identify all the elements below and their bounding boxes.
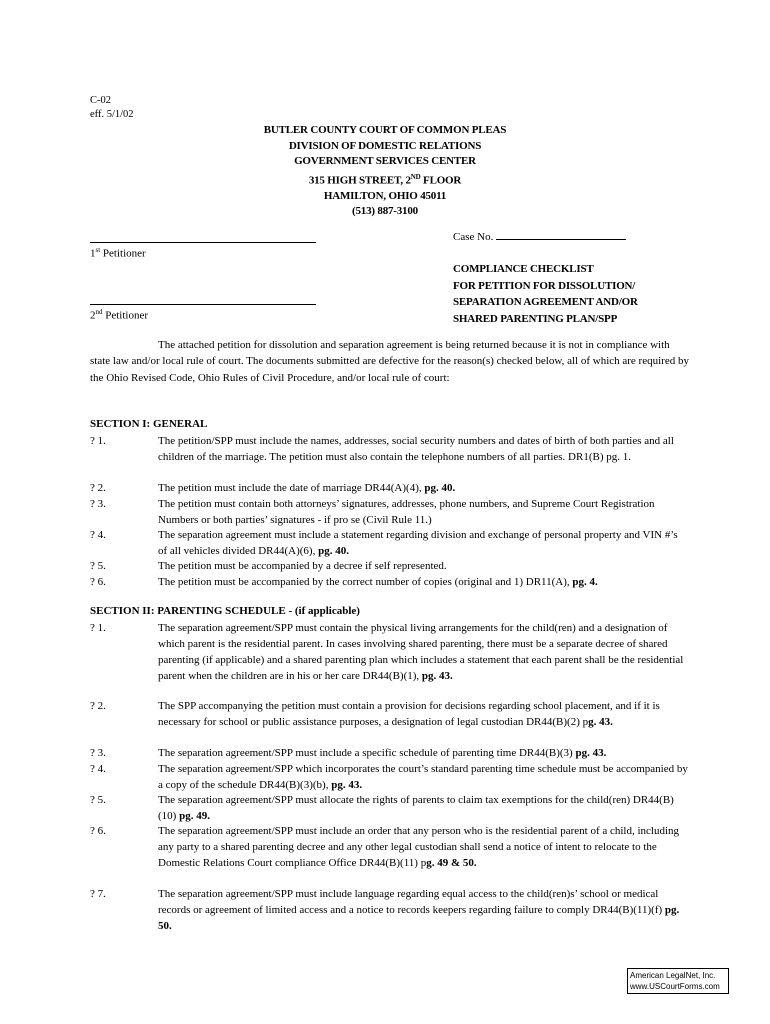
first-petitioner-line[interactable] bbox=[90, 242, 316, 243]
item-body: The SPP accompanying the petition must contain a provision for decisions regarding school placement, and if it is necessary for school or public assistance purposes, a designation of legal custodian DR44(B)(2) p bbox=[158, 700, 660, 728]
form-code: C-02 bbox=[90, 95, 111, 106]
street-prefix: 315 HIGH STREET, 2 bbox=[308, 174, 411, 187]
court-city: HAMILTON, OHIO 45011 bbox=[323, 189, 447, 202]
court-name: BUTLER COUNTY COURT OF COMMON PLEAS bbox=[263, 124, 507, 136]
section-1-item-4 bbox=[90, 527, 690, 559]
item-body: The petition must be accompanied by the correct number of copies (original and 1) DR11(A), bbox=[158, 576, 573, 588]
item-ref: pg. 43. bbox=[421, 670, 453, 682]
item-text bbox=[158, 823, 688, 871]
item-text bbox=[158, 761, 688, 793]
court-header bbox=[0, 123, 770, 220]
item-text bbox=[158, 574, 688, 590]
case-number-label: Case No. bbox=[453, 231, 497, 243]
section-1-item-6 bbox=[90, 574, 690, 590]
form-effective-date: eff. 5/1/02 bbox=[90, 109, 134, 120]
item-text bbox=[158, 480, 688, 496]
checkbox-number[interactable]: ? 3. bbox=[90, 498, 106, 510]
checkbox-number[interactable]: ? 2. bbox=[90, 700, 106, 712]
item-text bbox=[158, 886, 688, 934]
checkbox-number[interactable]: ? 5. bbox=[90, 560, 106, 572]
street-sup: ND bbox=[410, 172, 421, 181]
checkbox-number[interactable]: ? 4. bbox=[90, 763, 106, 775]
item-ref: pg. 43. bbox=[575, 747, 607, 759]
case-number-field[interactable] bbox=[496, 230, 626, 240]
item-body: The separation agreement/SPP which incorporates the court’s standard parenting time schedule must be accompanied by a copy of the schedule DR44(B)(3)(b), bbox=[158, 763, 688, 791]
checklist-title-line: COMPLIANCE CHECKLIST bbox=[453, 263, 594, 275]
item-body: The petition/SPP must include the names, addresses, social security numbers and dates of birth of both parties and all children of the marriage. The petition must also contain the telephone numbers of all parties. DR1(B) pg. 1. bbox=[158, 435, 674, 463]
section-1-item-5 bbox=[90, 558, 690, 574]
item-text bbox=[158, 527, 688, 559]
court-center: GOVERNMENT SERVICES CENTER bbox=[294, 155, 476, 167]
item-ref: g. 43. bbox=[588, 716, 613, 728]
checkbox-number[interactable]: ? 2. bbox=[90, 482, 106, 494]
item-body: The petition must include the date of marriage DR44(A)(4), bbox=[158, 482, 425, 494]
item-text bbox=[158, 558, 688, 574]
court-street bbox=[0, 170, 770, 189]
section-2-heading: SECTION II: PARENTING SCHEDULE - (if applicable) bbox=[90, 605, 360, 617]
item-text bbox=[158, 698, 688, 730]
section-2-item-4 bbox=[90, 761, 690, 793]
checkbox-number[interactable]: ? 5. bbox=[90, 794, 106, 806]
item-text bbox=[158, 745, 688, 761]
item-ref: pg. 4. bbox=[572, 576, 598, 588]
section-2-item-7 bbox=[90, 886, 690, 934]
footer-line[interactable]: www.USCourtForms.com bbox=[630, 982, 720, 991]
item-body: The separation agreement/SPP must include an order that any person who is the residential parent of a child, including any party to a shared parenting decree and any other legal custodian shall send a notice of intent to relocate to the Domestic Relations Court compliance Office DR44(B)(11) p bbox=[158, 825, 680, 869]
section-2-item-1 bbox=[90, 620, 690, 684]
court-phone: (513) 887-3100 bbox=[352, 205, 418, 218]
first-petitioner-label bbox=[90, 246, 146, 260]
second-petitioner-line[interactable] bbox=[90, 304, 316, 305]
item-body: The separation agreement/SPP must include language regarding equal access to the child(ren)s’ school or medical records or agreement of limited access and a notice to records keepers regarding failure to comply DR44(B)(11)(f) bbox=[158, 888, 665, 916]
first-petitioner-sup: st bbox=[95, 246, 101, 254]
court-division: DIVISION OF DOMESTIC RELATIONS bbox=[288, 139, 482, 152]
checkbox-number[interactable]: ? 3. bbox=[90, 747, 106, 759]
item-body: The separation agreement must include a statement regarding division and exchange of personal property and VIN #’s of all vehicles divided DR44(A)(6), bbox=[158, 529, 678, 557]
section-1-heading: SECTION I: GENERAL bbox=[90, 418, 208, 430]
checkbox-number[interactable]: ? 1. bbox=[90, 622, 106, 634]
form-identifier bbox=[90, 94, 134, 122]
item-ref: pg. 49. bbox=[179, 810, 210, 822]
item-ref: pg. 43. bbox=[331, 779, 363, 791]
checklist-title-line: FOR PETITION FOR DISSOLUTION/ bbox=[453, 279, 636, 292]
section-2-item-6 bbox=[90, 823, 690, 871]
second-petitioner-sup: nd bbox=[95, 308, 103, 316]
footer-line: American LegalNet, Inc. bbox=[630, 971, 716, 980]
first-petitioner-text: Petitioner bbox=[100, 247, 146, 260]
item-body: The petition must be accompanied by a decree if self represented. bbox=[158, 560, 447, 572]
section-1-item-2 bbox=[90, 480, 690, 496]
section-1-item-1 bbox=[90, 433, 690, 465]
case-number bbox=[453, 230, 626, 243]
second-petitioner-label bbox=[90, 308, 148, 322]
item-body: The separation agreement/SPP must contain the physical living arrangements for the child(ren) and a designation of which parent is the residential parent. In cases involving shared parenting, there must be a separate decree of shared parenting (if applicable) and a shared parenting plan which includes a statement that each parent shall be the residential parent when the children are in his or her care DR44(B)(1), bbox=[158, 622, 684, 682]
checkbox-number[interactable]: ? 6. bbox=[90, 576, 106, 588]
item-text bbox=[158, 433, 688, 465]
checkbox-number[interactable]: ? 1. bbox=[90, 435, 106, 447]
checklist-title bbox=[453, 261, 638, 327]
checklist-title-line: SEPARATION AGREEMENT AND/OR bbox=[453, 296, 638, 308]
section-2-item-5 bbox=[90, 792, 690, 824]
second-petitioner-text: Petitioner bbox=[102, 309, 149, 322]
street-suffix: FLOOR bbox=[420, 174, 462, 187]
item-body: The separation agreement/SPP must include a specific schedule of parenting time DR44(B)(3) bbox=[158, 747, 576, 759]
item-text bbox=[158, 496, 688, 528]
item-body: The petition must contain both attorneys’ signatures, addresses, phone numbers, and Supreme Court Registration Numbers or both parties’ signatures - if pro se (Civil Rule 11.) bbox=[158, 498, 655, 526]
checkbox-number[interactable]: ? 6. bbox=[90, 825, 106, 837]
checkbox-number[interactable]: ? 4. bbox=[90, 529, 106, 541]
second-petitioner-num: 2 bbox=[90, 309, 96, 322]
checklist-title-line: SHARED PARENTING PLAN/SPP bbox=[453, 312, 618, 325]
first-petitioner-num: 1 bbox=[90, 247, 96, 260]
item-ref: pg. 50. bbox=[158, 904, 680, 932]
item-ref: pg. 40. bbox=[318, 545, 349, 557]
section-2-item-3 bbox=[90, 745, 690, 761]
item-ref: pg. 40. bbox=[424, 482, 456, 494]
item-body: The separation agreement/SPP must allocate the rights of parents to claim tax exemptions for the child(ren) DR44(B)(10) bbox=[158, 794, 674, 822]
footer-publisher bbox=[627, 968, 729, 994]
section-2-item-2 bbox=[90, 698, 690, 730]
checkbox-number[interactable]: ? 7. bbox=[90, 888, 106, 900]
item-ref: g. 49 & 50. bbox=[426, 857, 477, 869]
item-text bbox=[158, 620, 688, 684]
section-1-item-3 bbox=[90, 496, 690, 528]
item-text bbox=[158, 792, 688, 824]
intro-paragraph: The attached petition for dissolution and separation agreement is being returned because it is not in compliance with state law and/or local rule of court. The documents submitted are defective for the reason(s) checked below, all of which are required by the Ohio Revised Code, Ohio Rules of Civil Procedure, and/or local rule of court: bbox=[90, 339, 689, 384]
